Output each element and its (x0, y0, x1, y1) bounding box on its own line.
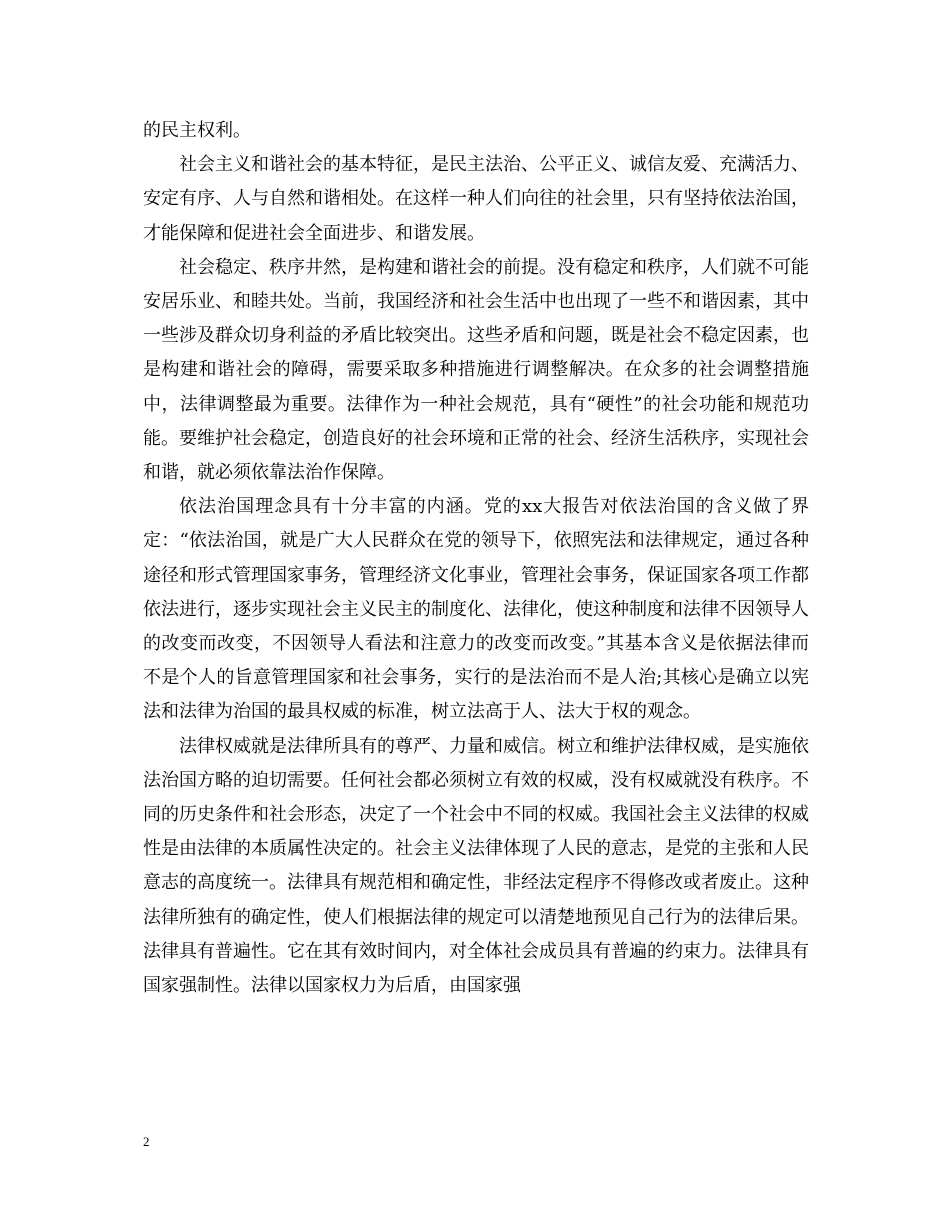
paragraph-legal-authority: 法律权威就是法律所具有的尊严、力量和威信。树立和维护法律权威，是实施依法治国方略的迫切需要。任何社会都必须树立有效的权威，没有权威就没有秩序。不同的历史条件和社会形态，决定了一个社会中不同的权威。我国社会主义法律的权威性是由法律的本质属性决定的。社会主义法律体现了人民的意志，是党的主张和人民意志的高度统一。法律具有规范相和确定性，非经法定程序不得修改或者废止。这种法律所独有的确定性，使人们根据法律的规定可以清楚地预见自己行为的法律后果。法律具有普遍性。它在其有效时间内，对全体社会成员具有普遍的约束力。法律具有国家强制性。法律以国家权力为后盾，由国家强 (143, 735, 809, 997)
document-body (143, 114, 809, 1003)
paragraph-harmonious-society: 社会主义和谐社会的基本特征，是民主法治、公平正义、诚信友爱、充满活力、安定有序、人与自然和谐相处。在这样一种人们向往的社会里，只有坚持依法治国，才能保障和促进社会全面进步、和谐发展。 (143, 154, 809, 244)
paragraph-rule-of-law-concept: 依法治国理念具有十分丰富的内涵。党的xx大报告对依法治国的含义做了界定：“依法治国，就是广大人民群众在党的领导下，依照宪法和法律规定，通过各种途径和形式管理国家事务，管理经济文化事业，管理社会事务，保证国家各项工作都依法进行，逐步实现社会主义民主的制度化、法律化，使这种制度和法律不因领导人的改变而改变，不因领导人看法和注意力的改变而改变。”其基本含义是依据法律而不是个人的旨意管理国家和社会事务，实行的是法治而不是人治;其核心是确立以宪法和法律为治国的最具权威的标准，树立法高于人、法大于权的观念。 (143, 496, 809, 723)
paragraph-continuation: 的民主权利。 (143, 120, 251, 141)
page-number: 2 (143, 1134, 150, 1149)
paragraph-social-stability: 社会稳定、秩序井然，是构建和谐社会的前提。没有稳定和秩序，人们就不可能安居乐业、和睦共处。当前，我国经济和社会生活中也出现了一些不和谐因素，其中一些涉及群众切身利益的矛盾比较突出。这些矛盾和问题，既是社会不稳定因素，也是构建和谐社会的障碍，需要采取多种措施进行调整解决。在众多的社会调整措施中，法律调整最为重要。法律作为一种社会规范，具有“硬性”的社会功能和规范功能。要维护社会稳定，创造良好的社会环境和正常的社会、经济生活秩序，实现社会和谐，就必须依靠法治作保障。 (143, 256, 809, 484)
